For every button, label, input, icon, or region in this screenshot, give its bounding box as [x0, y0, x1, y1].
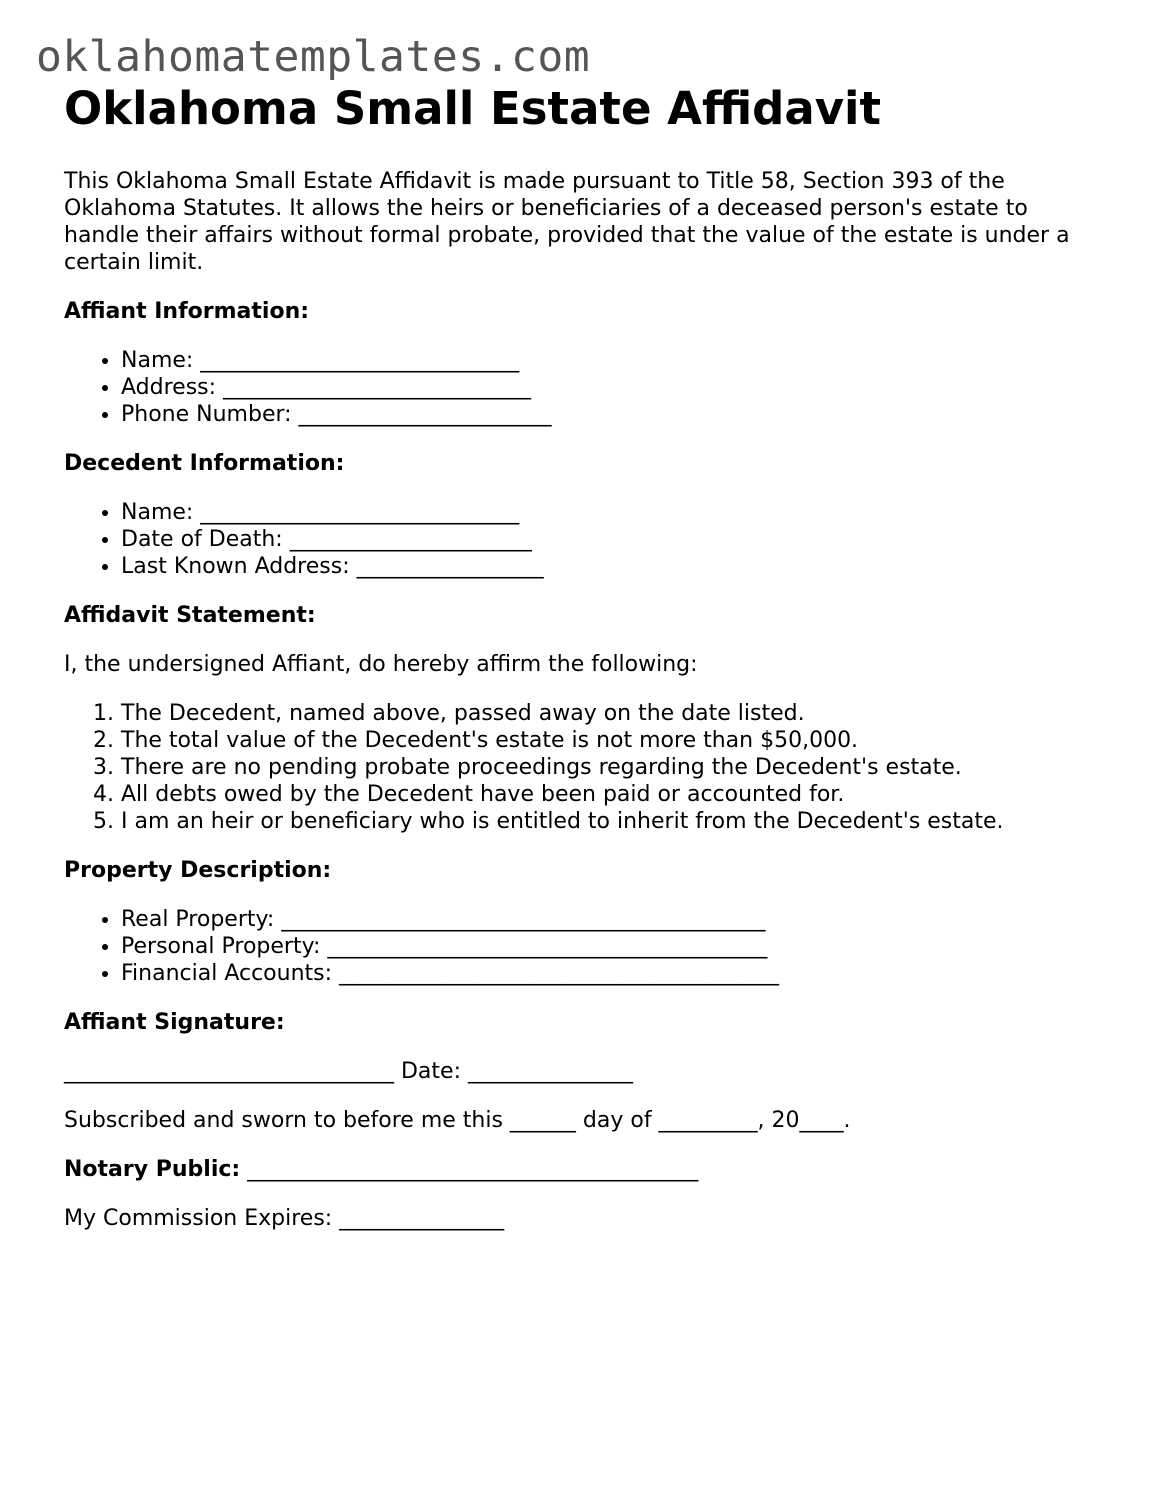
- property-description-list: [64, 906, 1094, 987]
- intro-paragraph: This Oklahoma Small Estate Affidavit is made pursuant to Title 58, Section 393 of the Oklahoma Statutes. It allows the heirs or beneficiaries of a deceased person's estate to handle their affairs without formal probate, provided that the value of the estate is under a certain limit.: [64, 169, 1070, 275]
- personal-property-field[interactable]: • Personal Property: ________________________________________: [121, 933, 1094, 960]
- affiant-information-heading: Affiant Information:: [64, 299, 310, 324]
- decedent-name-field[interactable]: • Name: _____________________________: [121, 499, 1094, 526]
- statement-item: 2. The total value of the Decedent's estate is not more than $50,000.: [121, 727, 1094, 754]
- decedent-date-of-death-field[interactable]: • Date of Death: ______________________: [121, 526, 1094, 553]
- notary-public-blank[interactable]: _________________________________________: [240, 1157, 699, 1182]
- statement-item: 1. The Decedent, named above, passed away on the date listed.: [121, 700, 1094, 727]
- property-description-heading: Property Description:: [64, 858, 332, 883]
- statement-item: 4. All debts owed by the Decedent have been paid or accounted for.: [121, 781, 1094, 808]
- watermark-logo: oklahomatemplates.com: [36, 32, 591, 82]
- page-title: Oklahoma Small Estate Affidavit: [64, 82, 881, 135]
- affidavit-document: [64, 84, 1094, 1232]
- commission-expires-line[interactable]: My Commission Expires: _______________: [64, 1206, 505, 1231]
- financial-accounts-field[interactable]: • Financial Accounts: ________________________________________: [121, 960, 1094, 987]
- real-property-field[interactable]: • Real Property: ____________________________________________: [121, 906, 1094, 933]
- notary-public-line[interactable]: [64, 1156, 1094, 1183]
- signature-date-line[interactable]: ______________________________ Date: _______________: [64, 1059, 633, 1084]
- affidavit-statement-lead: I, the undersigned Affiant, do hereby affirm the following:: [64, 652, 698, 677]
- affiant-phone-field[interactable]: • Phone Number: _______________________: [121, 401, 1094, 428]
- decedent-information-list: [64, 499, 1094, 580]
- decedent-information-heading: Decedent Information:: [64, 451, 345, 476]
- affidavit-statement-list: [64, 700, 1094, 835]
- decedent-last-address-field[interactable]: • Last Known Address: _________________: [121, 553, 1094, 580]
- statement-item: 3. There are no pending probate proceedings regarding the Decedent's estate.: [121, 754, 1094, 781]
- affidavit-statement-heading: Affidavit Statement:: [64, 603, 316, 628]
- sworn-statement-line[interactable]: Subscribed and sworn to before me this ______ day of _________, 20____.: [64, 1108, 851, 1133]
- affiant-information-list: [64, 347, 1094, 428]
- statement-item: 5. I am an heir or beneficiary who is entitled to inherit from the Decedent's estate.: [121, 808, 1094, 835]
- affiant-signature-heading: Affiant Signature:: [64, 1010, 285, 1035]
- affiant-address-field[interactable]: • Address: ____________________________: [121, 374, 1094, 401]
- affiant-name-field[interactable]: • Name: _____________________________: [121, 347, 1094, 374]
- notary-public-label: Notary Public:: [64, 1157, 241, 1182]
